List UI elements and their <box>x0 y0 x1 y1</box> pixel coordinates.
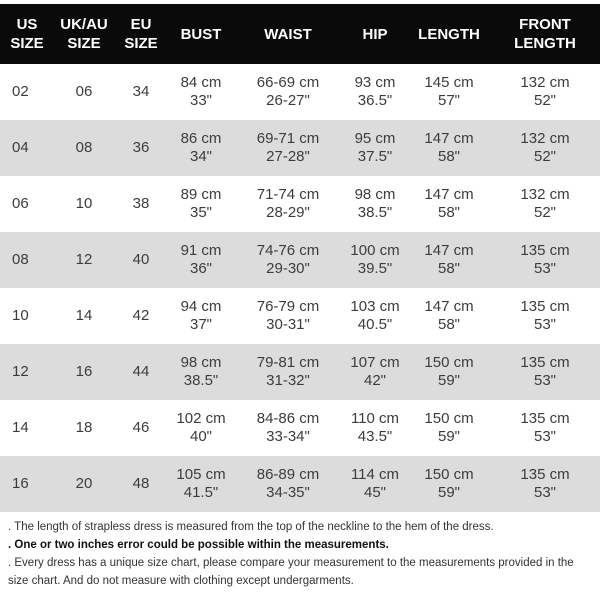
cell-front-length <box>490 400 600 456</box>
value-inch: 26-27" <box>266 92 310 109</box>
value-cm: 103 cm <box>350 298 400 315</box>
cell-front-length <box>490 176 600 232</box>
value-inch: 58" <box>437 260 460 277</box>
notes <box>8 518 596 590</box>
cell-front-length <box>490 232 600 288</box>
value-cm: 93 cm <box>354 74 396 91</box>
cell-eu: 44 <box>114 344 168 400</box>
cell-hip <box>342 176 408 232</box>
value-cm: 74-76 cm <box>256 242 320 259</box>
header-label-line: US <box>16 16 38 33</box>
header-hip <box>342 4 408 64</box>
cell-length <box>408 120 490 176</box>
value-inch: 37" <box>189 316 212 333</box>
value-cm: 132 cm <box>520 186 570 203</box>
table-row <box>0 456 600 512</box>
cell-bust <box>168 344 234 400</box>
value-cm: 147 cm <box>424 130 474 147</box>
value-inch: 53" <box>533 484 556 501</box>
value-cm: 76-79 cm <box>256 298 320 315</box>
cell-us: 04 <box>0 120 54 176</box>
header-us <box>0 4 54 64</box>
cell-uk-au: 10 <box>54 176 114 232</box>
value-inch: 40" <box>189 428 212 445</box>
header-row <box>0 4 600 64</box>
value-cm: 147 cm <box>424 242 474 259</box>
value-cm: 86 cm <box>180 130 222 147</box>
cell-length <box>408 400 490 456</box>
cell-hip <box>342 344 408 400</box>
value-cm: 150 cm <box>424 410 474 427</box>
note-item: . The length of strapless dress is measured from the top of the neckline to the hem of the dress. <box>8 521 494 533</box>
value-inch: 38.5" <box>183 372 219 389</box>
value-cm: 150 cm <box>424 354 474 371</box>
value-cm: 102 cm <box>176 410 226 427</box>
value-cm: 114 cm <box>350 466 400 483</box>
cell-bust <box>168 176 234 232</box>
cell-hip <box>342 456 408 512</box>
value-cm: 147 cm <box>424 298 474 315</box>
value-cm: 105 cm <box>176 466 226 483</box>
value-cm: 135 cm <box>520 354 570 371</box>
value-inch: 33" <box>189 92 212 109</box>
value-inch: 52" <box>533 204 556 221</box>
cell-waist <box>234 344 342 400</box>
cell-us: 14 <box>0 400 54 456</box>
cell-uk-au: 06 <box>54 64 114 120</box>
value-cm: 135 cm <box>520 410 570 427</box>
value-cm: 98 cm <box>354 186 396 203</box>
cell-eu: 46 <box>114 400 168 456</box>
cell-bust <box>168 288 234 344</box>
value-inch: 53" <box>533 316 556 333</box>
cell-us: 02 <box>0 64 54 120</box>
value-inch: 53" <box>533 260 556 277</box>
value-cm: 84 cm <box>180 74 222 91</box>
cell-waist <box>234 176 342 232</box>
cell-eu: 36 <box>114 120 168 176</box>
table-row <box>0 120 600 176</box>
cell-hip <box>342 232 408 288</box>
cell-uk-au: 12 <box>54 232 114 288</box>
value-inch: 29-30" <box>266 260 310 277</box>
header-label-line: BUST <box>180 25 222 43</box>
value-inch: 34" <box>189 148 212 165</box>
value-cm: 135 cm <box>520 466 570 483</box>
value-cm: 91 cm <box>180 242 222 259</box>
cell-length <box>408 64 490 120</box>
header-label-line: UK/AU <box>60 16 108 33</box>
value-cm: 66-69 cm <box>256 74 320 91</box>
cell-front-length <box>490 120 600 176</box>
cell-uk-au: 16 <box>54 344 114 400</box>
value-inch: 45" <box>363 484 386 501</box>
value-inch: 52" <box>533 92 556 109</box>
value-inch: 58" <box>437 316 460 333</box>
header-label-line: LENGTH <box>418 25 480 43</box>
value-inch: 31-32" <box>266 372 310 389</box>
cell-bust <box>168 456 234 512</box>
cell-bust <box>168 120 234 176</box>
cell-eu: 34 <box>114 64 168 120</box>
table-row <box>0 400 600 456</box>
value-inch: 35" <box>189 204 212 221</box>
value-cm: 69-71 cm <box>256 130 320 147</box>
cell-eu: 42 <box>114 288 168 344</box>
cell-eu: 38 <box>114 176 168 232</box>
value-inch: 40.5" <box>357 316 393 333</box>
value-inch: 28-29" <box>266 204 310 221</box>
cell-waist <box>234 456 342 512</box>
value-cm: 132 cm <box>520 130 570 147</box>
note-item: . One or two inches error could be possible within the measurements. <box>8 539 389 551</box>
header-uk-au <box>54 4 114 64</box>
header-bust <box>168 4 234 64</box>
value-cm: 135 cm <box>520 242 570 259</box>
value-inch: 53" <box>533 428 556 445</box>
cell-length <box>408 288 490 344</box>
cell-us: 08 <box>0 232 54 288</box>
header-label-line: SIZE <box>67 35 101 52</box>
header-length <box>408 4 490 64</box>
table-row <box>0 232 600 288</box>
table-body <box>0 64 600 512</box>
value-inch: 27-28" <box>266 148 310 165</box>
value-inch: 36" <box>189 260 212 277</box>
cell-waist <box>234 288 342 344</box>
cell-hip <box>342 64 408 120</box>
cell-length <box>408 344 490 400</box>
cell-uk-au: 08 <box>54 120 114 176</box>
value-cm: 150 cm <box>424 466 474 483</box>
value-inch: 38.5" <box>357 204 393 221</box>
value-cm: 132 cm <box>520 74 570 91</box>
cell-length <box>408 176 490 232</box>
cell-bust <box>168 64 234 120</box>
size-table <box>0 4 600 512</box>
value-cm: 71-74 cm <box>256 186 320 203</box>
value-cm: 89 cm <box>180 186 222 203</box>
table-row <box>0 344 600 400</box>
value-inch: 30-31" <box>266 316 310 333</box>
value-cm: 86-89 cm <box>256 466 320 483</box>
cell-waist <box>234 64 342 120</box>
value-inch: 52" <box>533 148 556 165</box>
header-waist <box>234 4 342 64</box>
cell-front-length <box>490 456 600 512</box>
cell-length <box>408 232 490 288</box>
note-item: . Every dress has a unique size chart, please compare your measurement to the measurements provided in the size chart. And do not measure with clothing except undergarments. <box>8 557 574 587</box>
header-label-line: SIZE <box>124 35 158 52</box>
value-cm: 107 cm <box>350 354 400 371</box>
header-label-line: EU <box>130 16 152 33</box>
value-inch: 58" <box>437 148 460 165</box>
header-label-line: LENGTH <box>514 35 576 52</box>
cell-front-length <box>490 64 600 120</box>
cell-bust <box>168 400 234 456</box>
value-cm: 84-86 cm <box>256 410 320 427</box>
cell-front-length <box>490 288 600 344</box>
header-label-line: FRONT <box>519 16 571 33</box>
header-label-line: HIP <box>362 25 388 43</box>
cell-bust <box>168 232 234 288</box>
cell-waist <box>234 400 342 456</box>
table-row <box>0 288 600 344</box>
table-row <box>0 176 600 232</box>
header-eu <box>114 4 168 64</box>
value-cm: 135 cm <box>520 298 570 315</box>
cell-us: 10 <box>0 288 54 344</box>
header-front-length <box>490 4 600 64</box>
cell-us: 16 <box>0 456 54 512</box>
table-row <box>0 64 600 120</box>
value-cm: 100 cm <box>350 242 400 259</box>
value-cm: 79-81 cm <box>256 354 320 371</box>
value-cm: 110 cm <box>350 410 400 427</box>
cell-length <box>408 456 490 512</box>
header-label-line: WAIST <box>264 25 312 43</box>
cell-front-length <box>490 344 600 400</box>
value-inch: 58" <box>437 204 460 221</box>
cell-hip <box>342 288 408 344</box>
value-inch: 34-35" <box>266 484 310 501</box>
value-inch: 43.5" <box>357 428 393 445</box>
cell-eu: 40 <box>114 232 168 288</box>
cell-uk-au: 18 <box>54 400 114 456</box>
value-inch: 41.5" <box>183 484 219 501</box>
value-cm: 145 cm <box>424 74 474 91</box>
value-cm: 95 cm <box>354 130 396 147</box>
value-inch: 42" <box>363 372 386 389</box>
value-cm: 98 cm <box>180 354 222 371</box>
value-inch: 57" <box>437 92 460 109</box>
cell-uk-au: 20 <box>54 456 114 512</box>
value-cm: 94 cm <box>180 298 222 315</box>
value-inch: 37.5" <box>357 148 393 165</box>
cell-eu: 48 <box>114 456 168 512</box>
cell-hip <box>342 120 408 176</box>
cell-uk-au: 14 <box>54 288 114 344</box>
value-inch: 36.5" <box>357 92 393 109</box>
cell-us: 06 <box>0 176 54 232</box>
cell-waist <box>234 232 342 288</box>
cell-waist <box>234 120 342 176</box>
cell-hip <box>342 400 408 456</box>
value-inch: 33-34" <box>266 428 310 445</box>
value-inch: 39.5" <box>357 260 393 277</box>
value-inch: 59" <box>437 428 460 445</box>
cell-us: 12 <box>0 344 54 400</box>
value-inch: 53" <box>533 372 556 389</box>
value-cm: 147 cm <box>424 186 474 203</box>
value-inch: 59" <box>437 484 460 501</box>
value-inch: 59" <box>437 372 460 389</box>
header-label-line: SIZE <box>10 35 44 52</box>
